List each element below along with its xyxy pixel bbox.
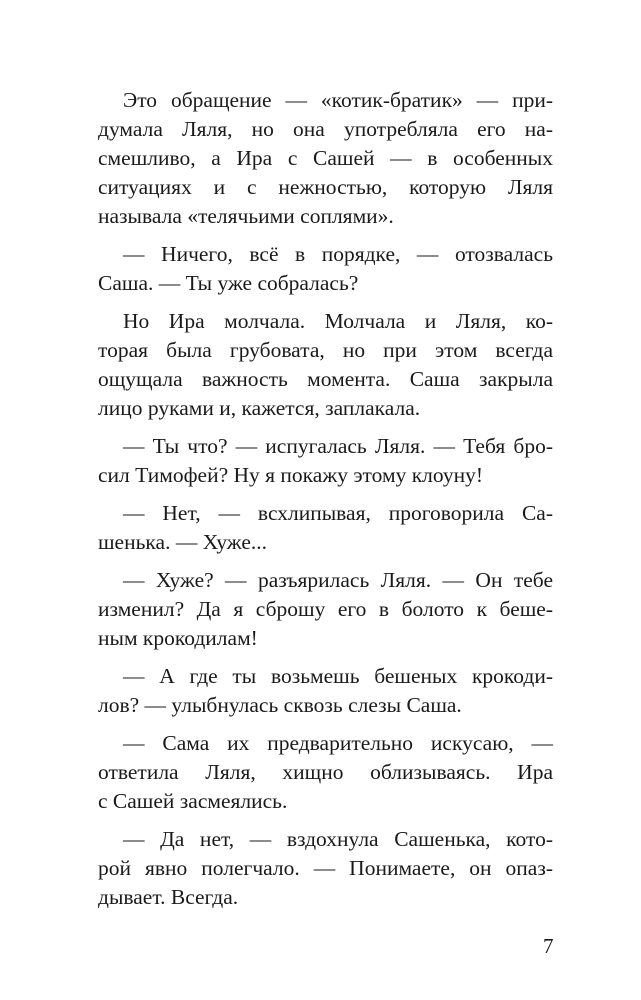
text-line: Это обращение — «котик-братик» — при- bbox=[123, 88, 553, 112]
paragraph bbox=[98, 825, 553, 912]
text-line: Но Ира молчала. Молчала и Ляля, ко- bbox=[123, 309, 553, 333]
text-line: дывает. Всегда. bbox=[98, 885, 239, 909]
text-line: называла «телячьими соплями». bbox=[98, 204, 394, 228]
text-line: с Сашей засмеялись. bbox=[98, 789, 288, 813]
text-line: думала Ляля, но она употребляла его на- bbox=[98, 117, 553, 141]
text-line: Саша. — Ты уже собралась? bbox=[98, 271, 359, 295]
text-line: изменил? Да я сброшу его в болото к беше- bbox=[98, 597, 553, 621]
paragraph bbox=[98, 566, 553, 653]
paragraph bbox=[98, 662, 553, 720]
text-line: — Нет, — всхлипывая, проговорила Са- bbox=[123, 501, 553, 525]
text-line: — А где ты возьмешь бешеных крокоди- bbox=[123, 664, 553, 688]
paragraph bbox=[98, 86, 553, 231]
text-line: сил Тимофей? Ну я покажу этому клоуну! bbox=[98, 463, 484, 487]
text-line: шенька. — Хуже... bbox=[98, 530, 268, 554]
text-line: — Хуже? — разъярилась Ляля. — Он тебе bbox=[123, 568, 553, 592]
text-line: ответила Ляля, хищно облизываясь. Ира bbox=[98, 760, 553, 784]
paragraph bbox=[98, 432, 553, 490]
text-line: — Ты что? — испугалась Ляля. — Тебя бро- bbox=[123, 434, 553, 458]
paragraph bbox=[98, 307, 553, 423]
text-line: лицо руками и, кажется, заплакала. bbox=[98, 396, 421, 420]
page-number: 7 bbox=[543, 934, 554, 958]
paragraph bbox=[98, 499, 553, 557]
paragraph bbox=[98, 729, 553, 816]
text-line: лов? — улыбнулась сквозь слезы Саша. bbox=[98, 693, 462, 717]
text-line: — Сама их предварительно искусаю, — bbox=[123, 731, 553, 755]
text-line: ным крокодилам! bbox=[98, 626, 258, 650]
text-line: смешливо, а Ира с Сашей — в особенных bbox=[98, 146, 553, 170]
body-text bbox=[98, 86, 553, 921]
text-line: ощущала важность момента. Саша закрыла bbox=[98, 367, 553, 391]
text-line: торая была грубовата, но при этом всегда bbox=[98, 338, 553, 362]
text-line: рой явно полегчало. — Понимаете, он опаз- bbox=[98, 856, 553, 880]
text-line: — Ничего, всё в порядке, — отозвалась bbox=[123, 242, 553, 266]
text-line: — Да нет, — вздохнула Сашенька, кото- bbox=[123, 827, 553, 851]
paragraph bbox=[98, 240, 553, 298]
text-line: ситуациях и с нежностью, которую Ляля bbox=[98, 175, 553, 199]
